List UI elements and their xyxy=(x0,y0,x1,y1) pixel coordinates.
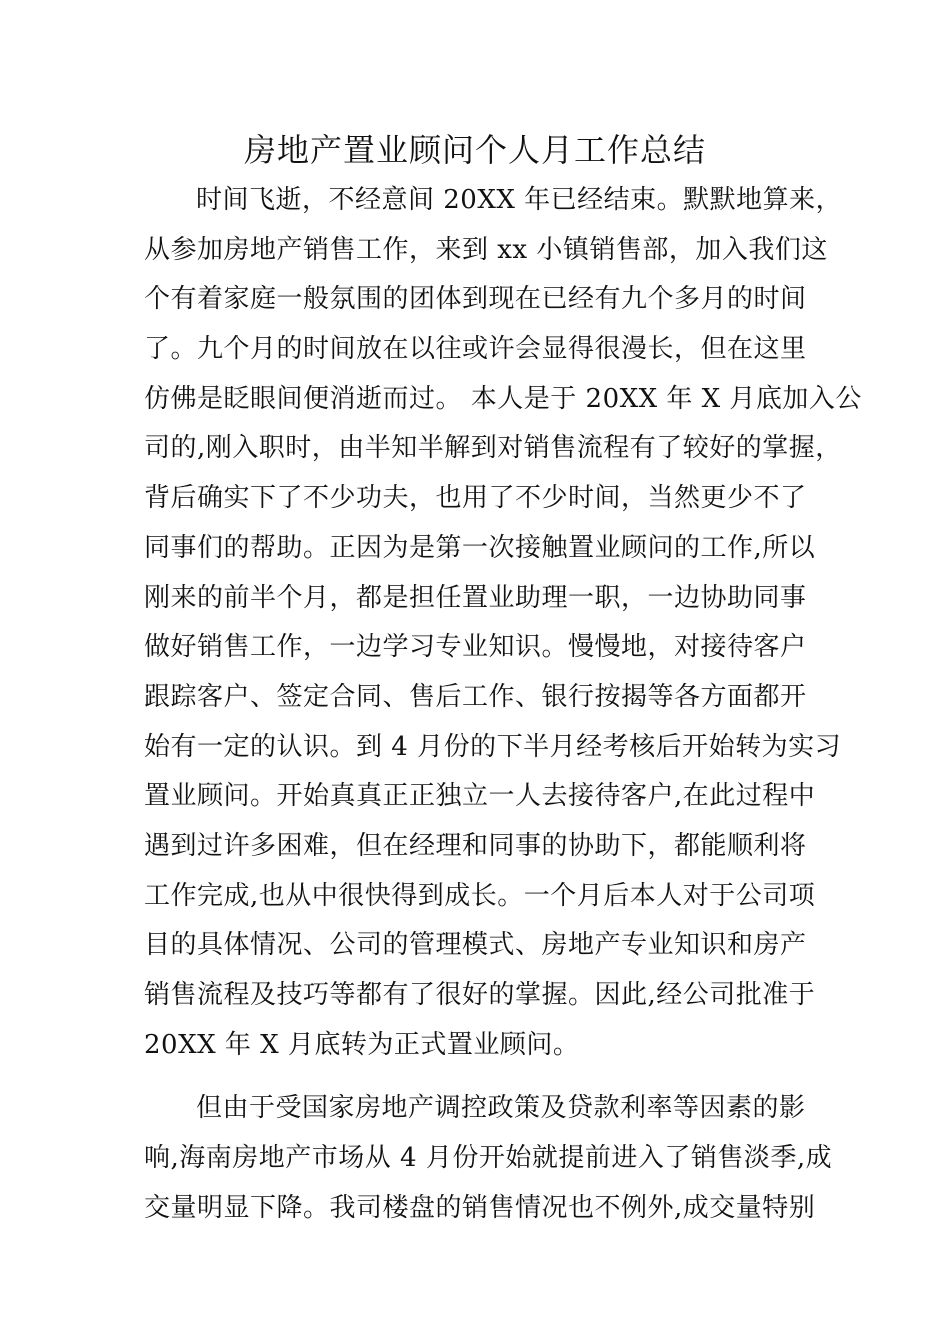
text-line: 但由于受国家房地产调控政策及贷款利率等因素的影 xyxy=(196,1093,806,1124)
text-line: 从参加房地产销售工作，来到 xx 小镇销售部，加入我们这 xyxy=(144,234,828,265)
document-body xyxy=(144,176,862,1233)
text-line: 工作完成,也从中很快得到成长。一个月后本人对于公司项 xyxy=(144,880,816,911)
text-line: 了。九个月的时间放在以往或许会显得很漫长，但在这里 xyxy=(144,334,807,365)
text-line: 20XX 年 X 月底转为正式置业顾问。 xyxy=(144,1029,580,1060)
text-line: 刚来的前半个月，都是担任置业助理一职，一边协助同事 xyxy=(144,582,807,613)
paragraph-2 xyxy=(144,1084,833,1233)
text-line: 响,海南房地产市场从 4 月份开始就提前进入了销售淡季,成 xyxy=(144,1143,833,1174)
text-line: 仿佛是眨眼间便消逝而过。 本人是于 20XX 年 X 月底加入公 xyxy=(144,383,862,414)
text-line: 始有一定的认识。到 4 月份的下半月经考核后开始转为实习 xyxy=(144,731,842,762)
text-line: 时间飞逝，不经意间 20XX 年已经结束。默默地算来， xyxy=(196,185,843,215)
paragraph-1 xyxy=(144,176,862,1070)
paragraph-spacing xyxy=(144,1070,824,1084)
text-line: 同事们的帮助。正因为是第一次接触置业顾问的工作,所以 xyxy=(144,532,816,563)
text-line: 做好销售工作，一边学习专业知识。慢慢地，对接待客户 xyxy=(144,632,807,663)
text-line: 背后确实下了不少功夫，也用了不少时间，当然更少不了 xyxy=(144,483,807,514)
text-line: 交量明显下降。我司楼盘的销售情况也不例外,成交量特别 xyxy=(144,1192,816,1223)
text-line: 置业顾问。开始真真正正独立一人去接待客户,在此过程中 xyxy=(144,781,816,812)
text-line: 销售流程及技巧等都有了很好的掌握。因此,经公司批准于 xyxy=(144,980,816,1010)
text-line: 司的,刚入职时，由半知半解到对销售流程有了较好的掌握， xyxy=(144,433,842,464)
text-line: 遇到过许多困难，但在经理和同事的协助下，都能顺利将 xyxy=(144,830,807,861)
text-line: 个有着家庭一般氛围的团体到现在已经有九个多月的时间 xyxy=(144,284,807,315)
text-line: 目的具体情况、公司的管理模式、房地产专业知识和房产 xyxy=(144,930,807,961)
document-title: 房地产置业顾问个人月工作总结 xyxy=(243,131,706,169)
text-line: 跟踪客户、签定合同、售后工作、银行按揭等各方面都开 xyxy=(144,681,807,712)
